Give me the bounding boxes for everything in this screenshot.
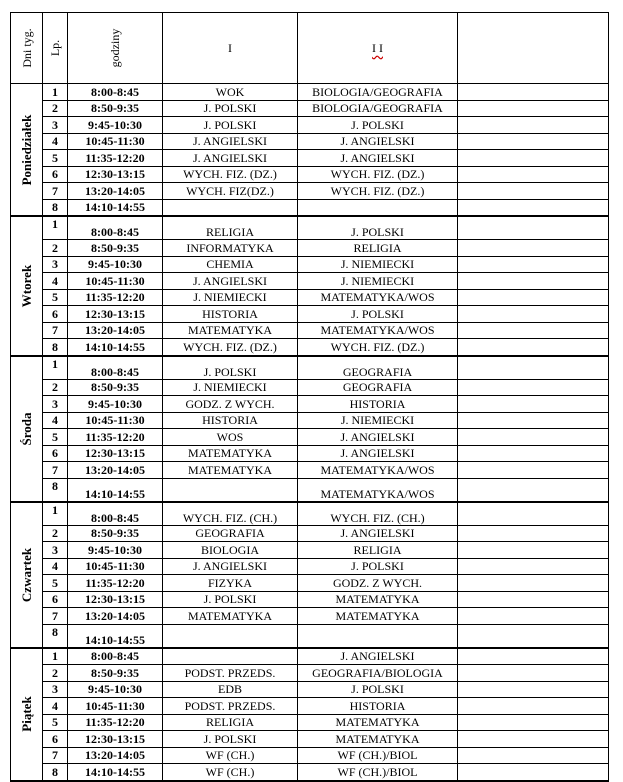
table-row	[11, 356, 609, 380]
empty-cell	[458, 624, 609, 648]
day-name-cell	[11, 84, 43, 217]
empty-cell	[458, 240, 609, 257]
table-row	[11, 731, 609, 748]
table-row	[11, 624, 609, 648]
empty-cell	[458, 591, 609, 608]
class-1-subject	[163, 478, 298, 502]
day-name-cell	[11, 216, 43, 356]
table-row	[11, 445, 609, 462]
empty-cell	[458, 462, 609, 479]
header-class-2-label: I I	[372, 41, 383, 55]
class-1-subject: WYCH. FIZ(DZ.)	[163, 183, 298, 200]
lesson-number: 5	[43, 714, 68, 731]
class-2-subject: MATEMATYKA/WOS	[298, 462, 458, 479]
day-name-cell	[11, 502, 43, 648]
table-row	[11, 273, 609, 290]
class-2-subject: MATEMATYKA	[298, 591, 458, 608]
empty-cell	[458, 150, 609, 167]
class-2-subject: WYCH. FIZ. (DZ.)	[298, 183, 458, 200]
header-day-label: Dni tyg.	[19, 28, 34, 68]
lesson-hours: 10:45-11:30	[68, 412, 163, 429]
class-1-subject: J. ANGIELSKI	[163, 273, 298, 290]
table-row	[11, 289, 609, 306]
class-1-subject: RELIGIA	[163, 216, 298, 240]
lesson-number: 1	[43, 648, 68, 665]
lesson-hours: 14:10-14:55	[68, 339, 163, 356]
empty-cell	[458, 100, 609, 117]
empty-cell	[458, 731, 609, 748]
lesson-number: 1	[43, 502, 68, 526]
table-row	[11, 714, 609, 731]
empty-cell	[458, 199, 609, 216]
lesson-hours: 13:20-14:05	[68, 322, 163, 339]
lesson-hours: 12:30-13:15	[68, 445, 163, 462]
lesson-number: 6	[43, 731, 68, 748]
class-1-subject: GODZ. Z WYCH.	[163, 396, 298, 413]
empty-cell	[458, 412, 609, 429]
class-2-subject: WYCH. FIZ. (CH.)	[298, 502, 458, 526]
lesson-number: 8	[43, 199, 68, 216]
class-2-subject: BIOLOGIA/GEOGRAFIA	[298, 84, 458, 101]
empty-cell	[458, 764, 609, 781]
class-1-subject: WYCH. FIZ. (DZ.)	[163, 166, 298, 183]
class-1-subject: PODST. PRZEDS.	[163, 698, 298, 715]
lesson-hours: 11:35-12:20	[68, 429, 163, 446]
header-day	[11, 13, 43, 84]
lesson-hours: 8:50-9:35	[68, 379, 163, 396]
header-hours	[68, 13, 163, 84]
lesson-hours: 14:10-14:55	[68, 764, 163, 781]
table-row	[11, 166, 609, 183]
class-1-subject: WF (CH.)	[163, 764, 298, 781]
lesson-hours: 13:20-14:05	[68, 608, 163, 625]
class-2-subject: J. ANGIELSKI	[298, 525, 458, 542]
lesson-number: 4	[43, 133, 68, 150]
lesson-number: 4	[43, 698, 68, 715]
class-2-subject: RELIGIA	[298, 240, 458, 257]
lesson-number: 8	[43, 478, 68, 502]
class-1-subject: J. NIEMIECKI	[163, 289, 298, 306]
lesson-hours: 12:30-13:15	[68, 731, 163, 748]
class-2-subject: BIOLOGIA/GEOGRAFIA	[298, 100, 458, 117]
table-row	[11, 502, 609, 526]
class-1-subject: RELIGIA	[163, 714, 298, 731]
class-2-subject: MATEMATYKA/WOS	[298, 289, 458, 306]
day-name-cell	[11, 356, 43, 502]
class-1-subject: J. ANGIELSKI	[163, 150, 298, 167]
table-row	[11, 591, 609, 608]
class-2-subject: J. NIEMIECKI	[298, 256, 458, 273]
class-1-subject: BIOLOGIA	[163, 542, 298, 559]
class-1-subject: MATEMATYKA	[163, 445, 298, 462]
header-empty	[458, 13, 609, 84]
lesson-hours: 10:45-11:30	[68, 558, 163, 575]
lesson-hours: 8:00-8:45	[68, 502, 163, 526]
class-2-subject: J. ANGIELSKI	[298, 648, 458, 665]
table-row	[11, 648, 609, 665]
class-1-subject: J. ANGIELSKI	[163, 558, 298, 575]
lesson-hours: 12:30-13:15	[68, 306, 163, 323]
lesson-hours: 8:50-9:35	[68, 665, 163, 682]
lesson-hours: 10:45-11:30	[68, 698, 163, 715]
lesson-number: 5	[43, 289, 68, 306]
table-row	[11, 117, 609, 134]
day-name: Poniedziałek	[18, 114, 34, 185]
header-class-1: I	[163, 13, 298, 84]
lesson-number: 7	[43, 462, 68, 479]
lesson-hours: 8:00-8:45	[68, 216, 163, 240]
class-1-subject: J. POLSKI	[163, 117, 298, 134]
empty-cell	[458, 558, 609, 575]
lesson-hours: 8:00-8:45	[68, 648, 163, 665]
lesson-hours: 10:45-11:30	[68, 133, 163, 150]
class-1-subject: WYCH. FIZ. (DZ.)	[163, 339, 298, 356]
lesson-hours: 12:30-13:15	[68, 166, 163, 183]
class-2-subject: HISTORIA	[298, 698, 458, 715]
lesson-number: 7	[43, 322, 68, 339]
empty-cell	[458, 356, 609, 380]
day-name-cell	[11, 648, 43, 781]
empty-cell	[458, 445, 609, 462]
class-2-subject: RELIGIA	[298, 542, 458, 559]
table-row	[11, 183, 609, 200]
class-2-subject: MATEMATYKA	[298, 608, 458, 625]
class-1-subject: GEOGRAFIA	[163, 525, 298, 542]
class-1-subject: INFORMATYKA	[163, 240, 298, 257]
table-row	[11, 462, 609, 479]
empty-cell	[458, 256, 609, 273]
lesson-hours: 11:35-12:20	[68, 714, 163, 731]
table-row	[11, 396, 609, 413]
class-2-subject: MATEMATYKA	[298, 714, 458, 731]
table-row	[11, 575, 609, 592]
table-row	[11, 322, 609, 339]
class-2-subject: GEOGRAFIA/BIOLOGIA	[298, 665, 458, 682]
class-2-subject: GEOGRAFIA	[298, 379, 458, 396]
empty-cell	[458, 306, 609, 323]
empty-cell	[458, 84, 609, 101]
lesson-hours: 12:30-13:15	[68, 591, 163, 608]
empty-cell	[458, 273, 609, 290]
table-row	[11, 133, 609, 150]
table-row	[11, 339, 609, 356]
lesson-number: 3	[43, 681, 68, 698]
class-2-subject: GEOGRAFIA	[298, 356, 458, 380]
class-2-subject: MATEMATYKA/WOS	[298, 322, 458, 339]
lesson-hours: 13:20-14:05	[68, 183, 163, 200]
table-row	[11, 100, 609, 117]
class-1-subject: HISTORIA	[163, 412, 298, 429]
empty-cell	[458, 502, 609, 526]
lesson-hours: 8:50-9:35	[68, 100, 163, 117]
day-name: Czwartek	[18, 547, 34, 602]
class-1-subject: WOS	[163, 429, 298, 446]
class-2-subject: MATEMATYKA	[298, 731, 458, 748]
table-row	[11, 478, 609, 502]
table-row	[11, 698, 609, 715]
lesson-number: 1	[43, 356, 68, 380]
empty-cell	[458, 396, 609, 413]
class-1-subject: PODST. PRZEDS.	[163, 665, 298, 682]
empty-cell	[458, 648, 609, 665]
header-row	[11, 13, 609, 84]
lesson-number: 2	[43, 240, 68, 257]
class-1-subject: J. POLSKI	[163, 591, 298, 608]
table-row	[11, 240, 609, 257]
lesson-number: 8	[43, 624, 68, 648]
class-1-subject: J. POLSKI	[163, 100, 298, 117]
lesson-hours: 11:35-12:20	[68, 575, 163, 592]
class-1-subject: EDB	[163, 681, 298, 698]
table-row	[11, 542, 609, 559]
lesson-hours: 9:45-10:30	[68, 542, 163, 559]
table-row	[11, 84, 609, 101]
class-2-subject: WYCH. FIZ. (DZ.)	[298, 166, 458, 183]
empty-cell	[458, 183, 609, 200]
class-1-subject: MATEMATYKA	[163, 462, 298, 479]
class-1-subject	[163, 624, 298, 648]
table-row	[11, 558, 609, 575]
class-2-subject: J. ANGIELSKI	[298, 429, 458, 446]
empty-cell	[458, 166, 609, 183]
class-1-subject	[163, 199, 298, 216]
lesson-number: 3	[43, 256, 68, 273]
lesson-number: 6	[43, 166, 68, 183]
table-row	[11, 199, 609, 216]
lesson-number: 2	[43, 525, 68, 542]
class-2-subject: J. NIEMIECKI	[298, 412, 458, 429]
lesson-number: 2	[43, 100, 68, 117]
class-2-subject	[298, 199, 458, 216]
lesson-hours: 11:35-12:20	[68, 289, 163, 306]
empty-cell	[458, 322, 609, 339]
lesson-number: 2	[43, 665, 68, 682]
empty-cell	[458, 665, 609, 682]
lesson-number: 7	[43, 183, 68, 200]
lesson-number: 1	[43, 216, 68, 240]
class-2-subject: J. NIEMIECKI	[298, 273, 458, 290]
empty-cell	[458, 698, 609, 715]
lesson-number: 6	[43, 445, 68, 462]
class-2-subject	[298, 624, 458, 648]
class-2-subject: HISTORIA	[298, 396, 458, 413]
empty-cell	[458, 339, 609, 356]
empty-cell	[458, 133, 609, 150]
class-1-subject: J. ANGIELSKI	[163, 133, 298, 150]
class-2-subject: J. POLSKI	[298, 117, 458, 134]
lesson-number: 6	[43, 591, 68, 608]
lesson-hours: 9:45-10:30	[68, 256, 163, 273]
table-row	[11, 525, 609, 542]
class-2-subject: WYCH. FIZ. (DZ.)	[298, 339, 458, 356]
lesson-hours: 10:45-11:30	[68, 273, 163, 290]
lesson-number: 5	[43, 429, 68, 446]
class-2-subject: J. POLSKI	[298, 558, 458, 575]
empty-cell	[458, 542, 609, 559]
class-1-subject: FIZYKA	[163, 575, 298, 592]
class-1-subject: MATEMATYKA	[163, 608, 298, 625]
lesson-hours: 8:00-8:45	[68, 84, 163, 101]
empty-cell	[458, 608, 609, 625]
lesson-number: 7	[43, 747, 68, 764]
table-row	[11, 216, 609, 240]
empty-cell	[458, 747, 609, 764]
lesson-number: 1	[43, 84, 68, 101]
lesson-number: 5	[43, 150, 68, 167]
lesson-number: 2	[43, 379, 68, 396]
lesson-number: 6	[43, 306, 68, 323]
table-row	[11, 150, 609, 167]
empty-cell	[458, 216, 609, 240]
table-row	[11, 256, 609, 273]
class-2-subject: GODZ. Z WYCH.	[298, 575, 458, 592]
empty-cell	[458, 289, 609, 306]
class-2-subject: J. ANGIELSKI	[298, 133, 458, 150]
table-row	[11, 306, 609, 323]
day-name: Wtorek	[18, 264, 34, 307]
table-row	[11, 764, 609, 781]
class-2-subject: MATEMATYKA/WOS	[298, 478, 458, 502]
header-lp	[43, 13, 68, 84]
table-row	[11, 429, 609, 446]
empty-cell	[458, 478, 609, 502]
empty-cell	[458, 714, 609, 731]
table-row	[11, 747, 609, 764]
lesson-number: 4	[43, 558, 68, 575]
lesson-hours: 13:20-14:05	[68, 462, 163, 479]
lesson-hours: 9:45-10:30	[68, 681, 163, 698]
lesson-number: 4	[43, 412, 68, 429]
lesson-number: 8	[43, 339, 68, 356]
lesson-hours: 8:50-9:35	[68, 240, 163, 257]
lesson-hours: 8:00-8:45	[68, 356, 163, 380]
header-class-2	[298, 13, 458, 84]
class-2-subject: J. ANGIELSKI	[298, 150, 458, 167]
empty-cell	[458, 681, 609, 698]
lesson-number: 4	[43, 273, 68, 290]
lesson-hours: 13:20-14:05	[68, 747, 163, 764]
lesson-hours: 9:45-10:30	[68, 396, 163, 413]
lesson-hours: 14:10-14:55	[68, 624, 163, 648]
class-1-subject: J. NIEMIECKI	[163, 379, 298, 396]
class-1-subject: WOK	[163, 84, 298, 101]
class-1-subject: CHEMIA	[163, 256, 298, 273]
header-hours-label: godziny	[108, 28, 122, 68]
day-name: Piątek	[18, 696, 34, 732]
class-2-subject: J. ANGIELSKI	[298, 445, 458, 462]
class-1-subject: WYCH. FIZ. (CH.)	[163, 502, 298, 526]
day-name: Środa	[18, 412, 34, 445]
class-2-subject: J. POLSKI	[298, 216, 458, 240]
lesson-number: 3	[43, 117, 68, 134]
lesson-number: 5	[43, 575, 68, 592]
empty-cell	[458, 117, 609, 134]
class-2-subject: WF (CH.)/BIOL	[298, 764, 458, 781]
class-1-subject: J. POLSKI	[163, 731, 298, 748]
lesson-hours: 8:50-9:35	[68, 525, 163, 542]
lesson-hours: 14:10-14:55	[68, 199, 163, 216]
lesson-hours: 14:10-14:55	[68, 478, 163, 502]
empty-cell	[458, 525, 609, 542]
timetable	[10, 12, 609, 782]
lesson-number: 8	[43, 764, 68, 781]
lesson-hours: 9:45-10:30	[68, 117, 163, 134]
empty-cell	[458, 379, 609, 396]
class-1-subject: HISTORIA	[163, 306, 298, 323]
lesson-hours: 11:35-12:20	[68, 150, 163, 167]
class-2-subject: J. POLSKI	[298, 681, 458, 698]
header-lp-label: Lp.	[48, 39, 62, 57]
class-2-subject: J. POLSKI	[298, 306, 458, 323]
empty-cell	[458, 429, 609, 446]
table-row	[11, 412, 609, 429]
table-row	[11, 665, 609, 682]
class-1-subject: WF (CH.)	[163, 747, 298, 764]
table-row	[11, 681, 609, 698]
lesson-number: 3	[43, 396, 68, 413]
class-1-subject: MATEMATYKA	[163, 322, 298, 339]
lesson-number: 3	[43, 542, 68, 559]
table-row	[11, 379, 609, 396]
empty-cell	[458, 575, 609, 592]
table-row	[11, 608, 609, 625]
lesson-number: 7	[43, 608, 68, 625]
class-1-subject	[163, 648, 298, 665]
class-1-subject: J. POLSKI	[163, 356, 298, 380]
class-2-subject: WF (CH.)/BIOL	[298, 747, 458, 764]
